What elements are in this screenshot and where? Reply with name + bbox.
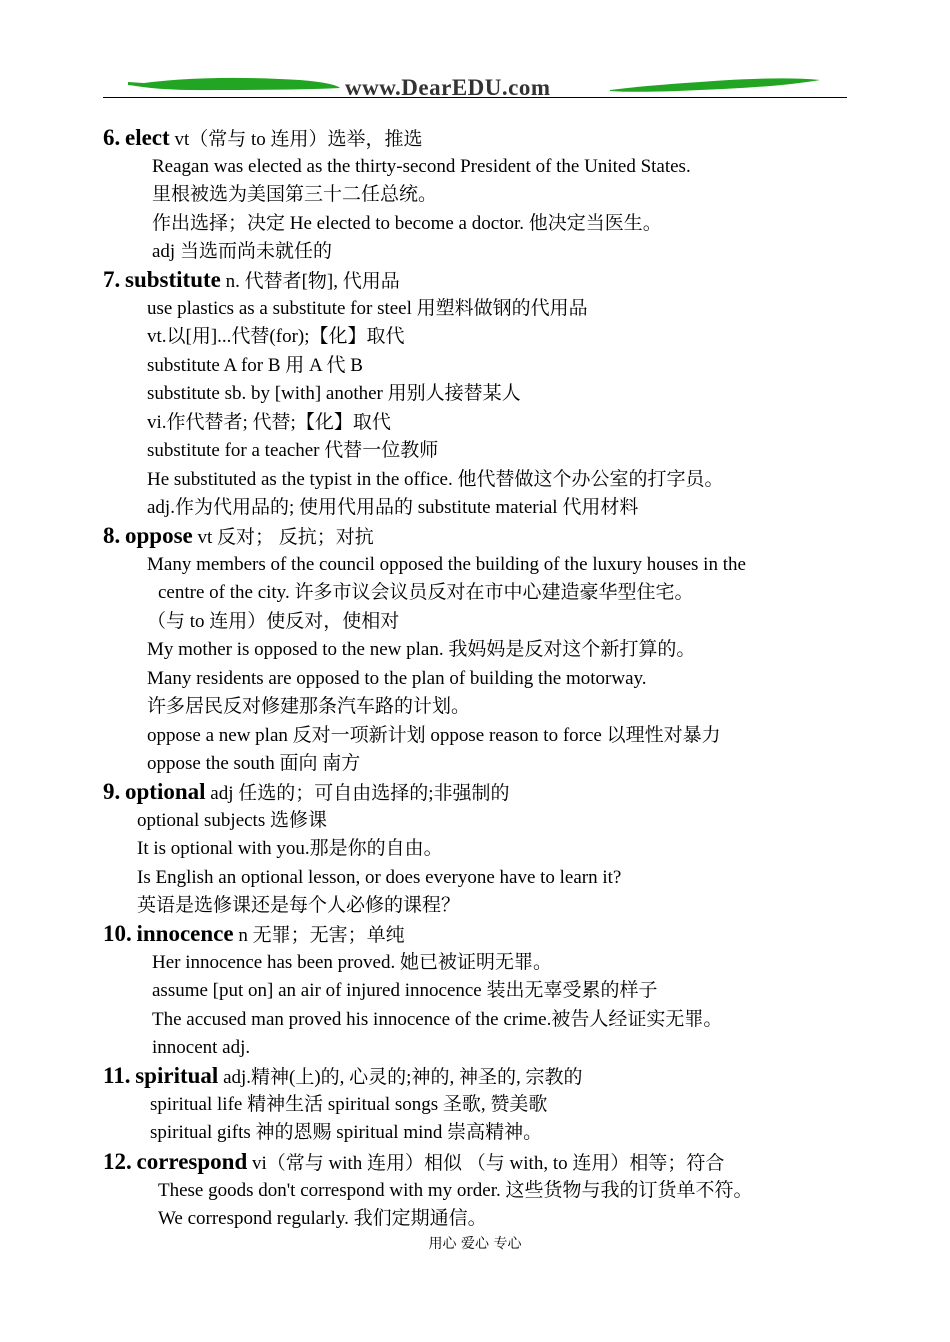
entry-example-line: We correspond regularly. 我们定期通信。 <box>158 1208 487 1229</box>
entry-example-line: （与 to 连用）使反对，使相对 <box>147 610 400 632</box>
entry-example-line: use plastics as a substitute for steel 用塑料做钢的代用品 <box>147 297 588 319</box>
entry-example-line: Is English an optional lesson, or does everyone have to learn it? <box>137 866 622 888</box>
entry-example-line: He substituted as the typist in the office. 他代替做这个办公室的打字员。 <box>147 468 724 490</box>
entry-number: 7. <box>103 267 121 292</box>
entry-example-line: Her innocence has been proved. 她已被证明无罪。 <box>152 951 552 973</box>
entry-example-line: substitute A for B 用 A 代 B <box>147 354 363 376</box>
entry-headword-line <box>103 1062 582 1092</box>
entry-example-line: 许多居民反对修建那条汽车路的计划。 <box>147 696 471 717</box>
entry-headword-line <box>103 778 510 808</box>
entry-definition: n 无罪；无害；单纯 <box>238 925 405 946</box>
entry-headword: spiritual <box>135 1063 219 1088</box>
entry-example-line: The accused man proved his innocence of the crime.被告人经证实无罪。 <box>152 1008 723 1030</box>
entry-example-line: Reagan was elected as the thirty-second President of the United States. <box>152 155 691 177</box>
entry-headword: correspond <box>136 1149 248 1174</box>
entry-number: 8. <box>103 523 121 548</box>
entry-definition: vt 反对； 反抗；对抗 <box>197 527 374 548</box>
entry-example-line: vi.作代替者; 代替;【化】取代 <box>147 411 391 433</box>
entry-headword-line <box>103 1148 724 1178</box>
entry-example-line: substitute sb. by [with] another 用别人接替某人 <box>147 383 521 404</box>
entry-number: 6. <box>103 125 121 150</box>
entry-headword: elect <box>125 125 170 150</box>
entry-headword-line <box>103 266 400 296</box>
entry-example-line: centre of the city. 许多市议会议员反对在市中心建造豪华型住宅。 <box>158 582 694 603</box>
entry-example-line: 英语是选修课还是每个人必修的课程？ <box>137 895 461 916</box>
entry-headword: oppose <box>125 523 193 548</box>
page-header <box>0 60 950 110</box>
entry-headword: innocence <box>136 921 234 946</box>
entry-example-line: My mother is opposed to the new plan. 我妈妈是反对这个新打算的。 <box>147 639 696 660</box>
entry-headword: optional <box>125 779 206 804</box>
entry-example-line: vt.以[用]...代替(for);【化】取代 <box>147 326 405 347</box>
entry-example-line: oppose a new plan 反对一项新计划 oppose reason to force 以理性对暴力 <box>147 724 721 746</box>
entry-example-line: 里根被选为美国第三十二任总统。 <box>152 184 438 205</box>
entry-headword-line <box>103 124 423 154</box>
entry-headword: substitute <box>125 267 221 292</box>
entry-definition: vt（常与 to 连用）选举，推选 <box>174 129 423 150</box>
footer-motto: 用心 爱心 专心 <box>428 1236 522 1252</box>
site-logo-text[interactable]: www.DearEDU.com <box>345 75 551 100</box>
entry-example-line: innocent adj. <box>152 1037 251 1058</box>
entry-definition: vi（常与 with 连用）相似 （与 with, to 连用）相等；符合 <box>252 1153 725 1174</box>
header-rule <box>103 97 847 98</box>
entry-example-line: oppose the south 面向 南方 <box>147 753 361 774</box>
entry-example-line: substitute for a teacher 代替一位教师 <box>147 440 439 461</box>
entry-number: 10. <box>103 921 132 946</box>
entry-example-line: It is optional with you.那是你的自由。 <box>137 838 443 859</box>
entry-headword-line <box>103 920 405 950</box>
entry-number: 11. <box>103 1063 131 1088</box>
entry-example-line: These goods don't correspond with my order. 这些货物与我的订货单不符。 <box>158 1179 753 1201</box>
entry-example-line: spiritual gifts 神的恩赐 spiritual mind 崇高精神。 <box>150 1122 543 1143</box>
entry-definition: adj.精神(上)的, 心灵的;神的, 神圣的, 宗教的 <box>223 1067 583 1088</box>
entry-example-line: spiritual life 精神生活 spiritual songs 圣歌, 赞美歌 <box>150 1093 548 1115</box>
entry-definition: adj 任选的；可自由选择的;非强制的 <box>210 783 510 804</box>
entry-example-line: Many residents are opposed to the plan of building the motorway. <box>147 667 647 689</box>
entry-example-line: 作出选择；决定 He elected to become a doctor. 他决定当医生。 <box>152 212 662 234</box>
entry-definition: n. 代替者[物], 代用品 <box>225 271 400 292</box>
entry-example-line: adj.作为代用品的; 使用代用品的 substitute material 代用材料 <box>147 497 639 518</box>
entry-example-line: assume [put on] an air of injured innocence 装出无辜受累的样子 <box>152 980 658 1001</box>
entry-number: 12. <box>103 1149 132 1174</box>
entry-number: 9. <box>103 779 121 804</box>
entry-example-line: adj 当选而尚未就任的 <box>152 241 332 262</box>
entry-example-line: Many members of the council opposed the building of the luxury houses in the <box>147 553 746 575</box>
entry-headword-line <box>103 522 374 552</box>
entry-example-line: optional subjects 选修课 <box>137 809 327 831</box>
